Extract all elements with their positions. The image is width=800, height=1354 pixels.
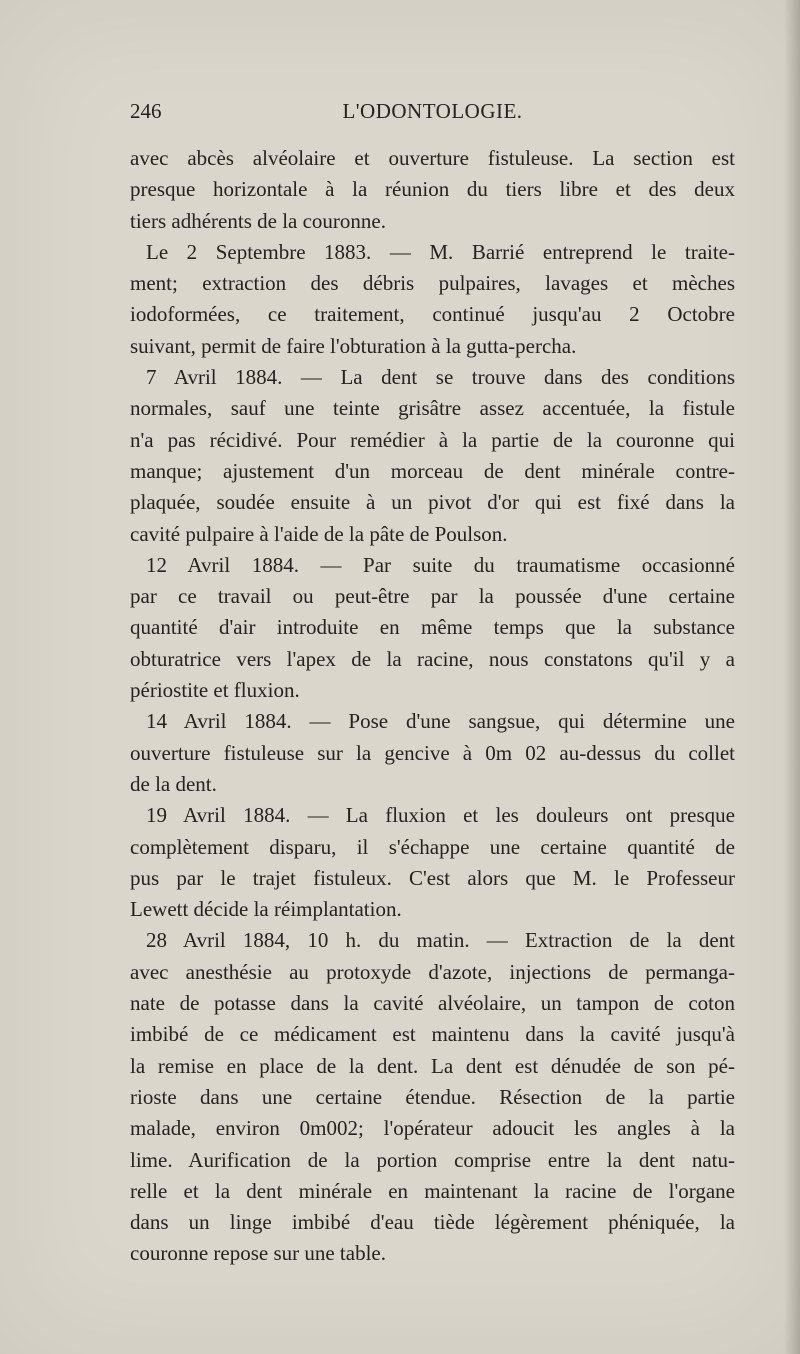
running-title: L'ODONTOLOGIE. xyxy=(342,99,523,123)
text-line: périostite et fluxion. xyxy=(130,678,300,703)
text-line: malade, environ 0m002; l'opérateur adoucit les angles à la xyxy=(130,1116,735,1141)
running-header xyxy=(130,99,735,129)
text-line: n'a pas récidivé. Pour remédier à la partie de la couronne qui xyxy=(130,427,735,452)
text-line: suivant, permit de faire l'obturation à la gutta-percha. xyxy=(130,333,577,358)
text-line: avec abcès alvéolaire et ouverture fistuleuse. La section est xyxy=(130,146,735,170)
text-line: manque; ajustement d'un morceau de dent minérale contre- xyxy=(130,458,735,483)
text-line: iodoformées, ce traitement, continué jusqu'au 2 Octobre xyxy=(130,302,735,327)
text-line: 19 Avril 1884. — La fluxion et les douleurs ont presque xyxy=(146,803,735,828)
text-line: lime. Aurification de la portion comprise entre la dent natu- xyxy=(130,1147,735,1172)
text-line: rioste dans une certaine étendue. Résection de la partie xyxy=(130,1084,735,1109)
page-number: 246 xyxy=(130,99,162,123)
body-text xyxy=(130,143,735,1270)
text-line: cavité pulpaire à l'aide de la pâte de Poulson. xyxy=(130,521,508,546)
text-line: quantité d'air introduite en même temps que la substance xyxy=(130,615,735,640)
text-line: obturatrice vers l'apex de la racine, nous constatons qu'il y a xyxy=(130,646,735,671)
text-line: 14 Avril 1884. — Pose d'une sangsue, qui détermine une xyxy=(146,709,735,734)
page-edge-shadow xyxy=(784,0,800,1354)
text-line: imbibé de ce médicament est maintenu dans la cavité jusqu'à xyxy=(130,1022,735,1047)
text-line: presque horizontale à la réunion du tiers libre et des deux xyxy=(130,177,735,202)
text-line: 12 Avril 1884. — Par suite du traumatisme occasionné xyxy=(146,552,735,577)
text-line: avec anesthésie au protoxyde d'azote, injections de permanga- xyxy=(130,959,735,984)
text-line: relle et la dent minérale en maintenant la racine de l'organe xyxy=(130,1178,735,1203)
text-line: ouverture fistuleuse sur la gencive à 0m 02 au-dessus du collet xyxy=(130,740,735,765)
text-line: nate de potasse dans la cavité alvéolaire, un tampon de coton xyxy=(130,991,735,1016)
text-line: plaquée, soudée ensuite à un pivot d'or qui est fixé dans la xyxy=(130,490,735,515)
text-line: complètement disparu, il s'échappe une certaine quantité de xyxy=(130,834,735,859)
text-line: de la dent. xyxy=(130,771,217,796)
text-line: la remise en place de la dent. La dent est dénudée de son pé- xyxy=(130,1053,735,1078)
text-line: pus par le trajet fistuleux. C'est alors que M. le Professeur xyxy=(130,865,735,890)
text-line: ment; extraction des débris pulpaires, lavages et mèches xyxy=(130,271,735,296)
text-line: par ce travail ou peut-être par la poussée d'une certaine xyxy=(130,584,735,609)
text-line: tiers adhérents de la couronne. xyxy=(130,208,386,233)
text-line: 7 Avril 1884. — La dent se trouve dans des conditions xyxy=(146,365,735,390)
text-line: couronne repose sur une table. xyxy=(130,1241,386,1266)
text-line: 28 Avril 1884, 10 h. du matin. — Extraction de la dent xyxy=(146,928,735,953)
text-line: Lewett décide la réimplantation. xyxy=(130,897,402,922)
text-line: normales, sauf une teinte grisâtre assez accentuée, la fistule xyxy=(130,396,735,421)
text-line: dans un linge imbibé d'eau tiède légèrement phéniquée, la xyxy=(130,1210,735,1235)
text-line: Le 2 Septembre 1883. — M. Barrié entreprend le traite- xyxy=(146,239,735,264)
